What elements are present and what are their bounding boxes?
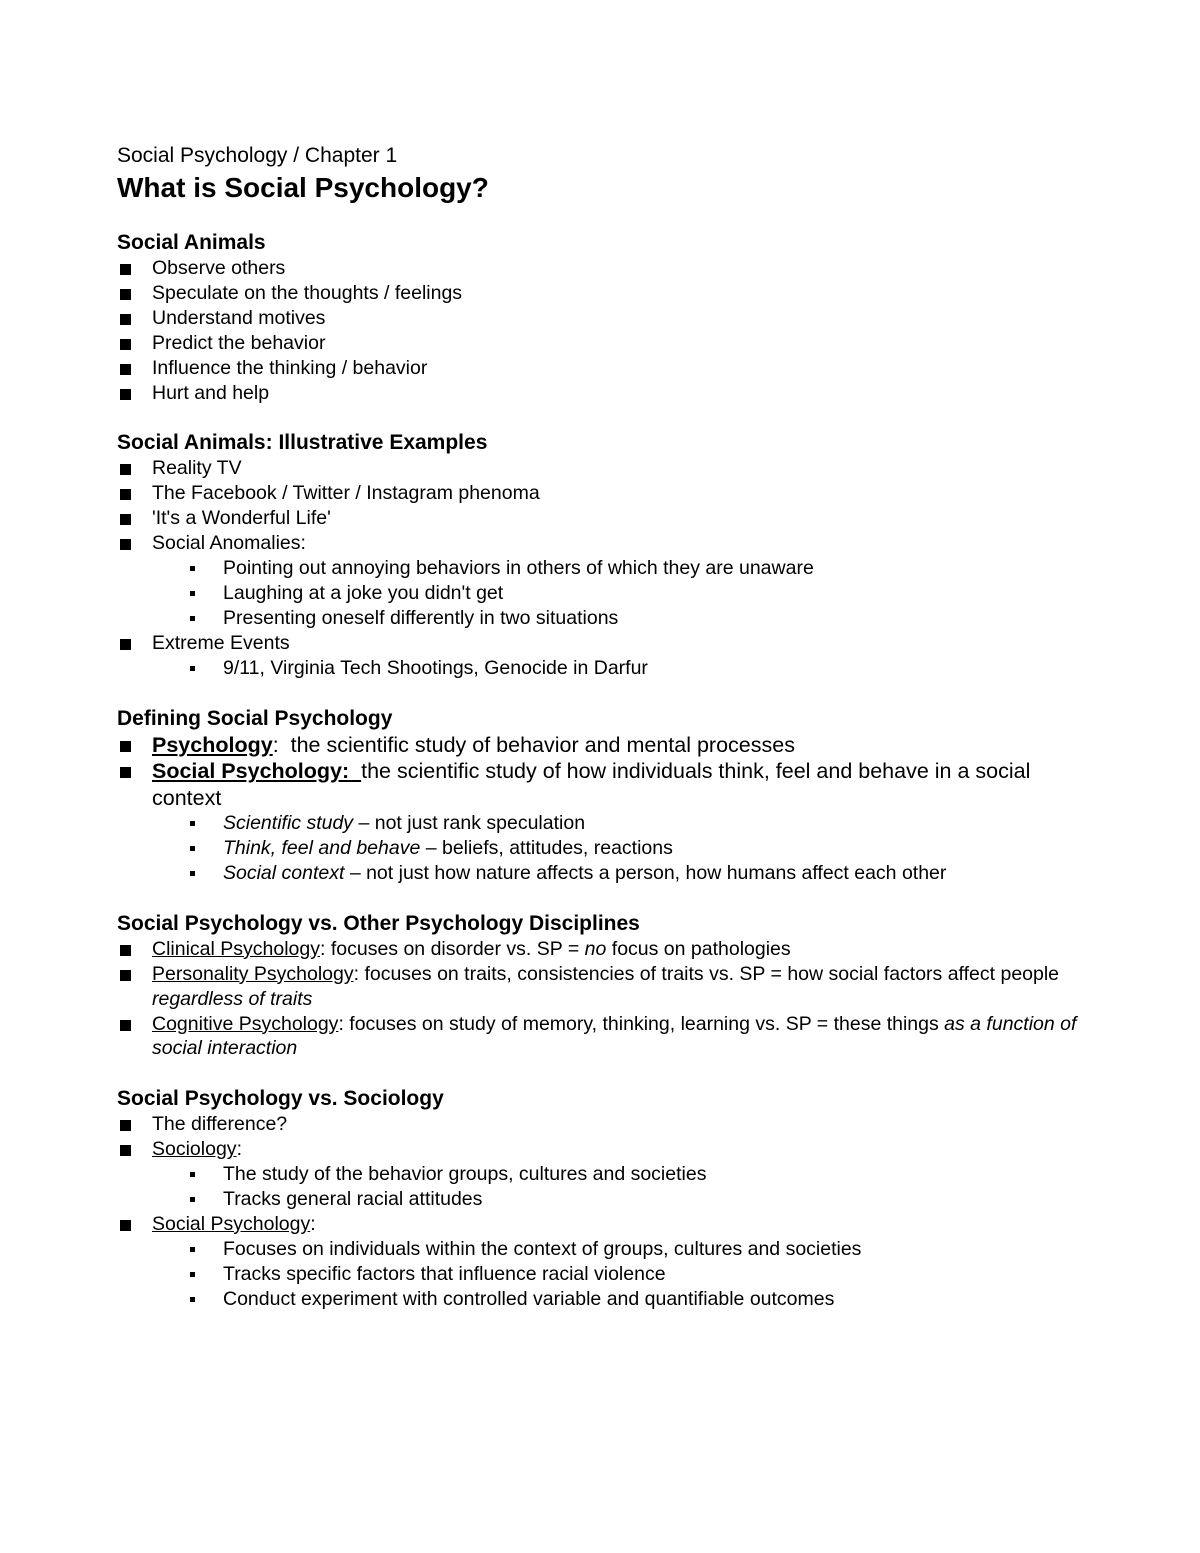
term-detail: : focuses on disorder vs. SP = <box>320 937 585 960</box>
sub-list-item <box>117 836 1077 861</box>
definition-text: the scientific study of how individuals think, feel and behave in a social context <box>152 759 1031 810</box>
sub-list-item <box>117 811 1077 836</box>
list-item-social-psychology <box>117 1212 1077 1237</box>
sub-list-item: The study of the behavior groups, cultures and societies <box>117 1162 1077 1187</box>
page-title: What is Social Psychology? <box>117 172 489 203</box>
sub-list-item: Conduct experiment with controlled variable and quantifiable outcomes <box>117 1287 1077 1312</box>
term-colon: : <box>310 1212 316 1235</box>
term: Cognitive Psychology <box>152 1012 339 1035</box>
emphasis: regardless of traits <box>152 987 313 1010</box>
bullet-list <box>117 937 1077 1062</box>
term: Scientific study <box>223 812 354 835</box>
term-detail: – not just how nature affects a person, how humans affect each other <box>344 861 947 884</box>
section-illustrative-examples <box>117 430 1077 680</box>
list-item: Extreme Events <box>117 631 1077 656</box>
sub-list-item <box>117 861 1077 886</box>
list-item: Observe others <box>117 256 1077 281</box>
bullet-list <box>117 1112 1077 1311</box>
emphasis: no <box>584 937 607 960</box>
chapter-label: Social Psychology / Chapter 1 <box>117 144 398 167</box>
emphasis: as a function of social interaction <box>152 1012 1077 1060</box>
list-item: Reality TV <box>117 456 1077 481</box>
bullet-list <box>117 256 1077 405</box>
section-heading: Social Psychology vs. Other Psychology Disciplines <box>117 911 640 935</box>
term-detail: focus on pathologies <box>606 937 791 960</box>
term: Clinical Psychology <box>152 937 320 960</box>
term: Sociology <box>152 1138 237 1161</box>
section-defining <box>117 706 1077 886</box>
list-item: Hurt and help <box>117 381 1077 406</box>
term: Personality Psychology <box>152 962 354 985</box>
term: Social context <box>223 861 345 884</box>
section-heading: Social Animals <box>117 231 266 254</box>
list-item: Understand motives <box>117 306 1077 331</box>
sub-list-item: Focuses on individuals within the context of groups, cultures and societies <box>117 1237 1077 1262</box>
list-item: Predict the behavior <box>117 331 1077 356</box>
term-detail: – beliefs, attitudes, reactions <box>420 837 673 859</box>
sub-list-item: Pointing out annoying behaviors in others of which they are unaware <box>117 556 1077 581</box>
sub-list-item: 9/11, Virginia Tech Shootings, Genocide in Darfur <box>117 656 1077 681</box>
definition-social-psychology <box>117 758 1077 811</box>
term-detail: – not just rank speculation <box>353 812 586 835</box>
list-item: The Facebook / Twitter / Instagram phenoma <box>117 481 1077 506</box>
term-colon: : <box>236 1138 242 1161</box>
section-heading: Defining Social Psychology <box>117 706 393 730</box>
sub-list-item: Presenting oneself differently in two situations <box>117 606 1077 631</box>
list-item: 'It's a Wonderful Life' <box>117 506 1077 531</box>
section-disciplines <box>117 911 1077 1062</box>
section-heading: Social Animals: Illustrative Examples <box>117 431 488 455</box>
list-item-clinical <box>117 937 1077 962</box>
list-item: Speculate on the thoughts / feelings <box>117 281 1077 306</box>
list-item: The difference? <box>117 1112 1077 1137</box>
list-item: Influence the thinking / behavior <box>117 356 1077 381</box>
term: Social Psychology: <box>152 759 362 784</box>
section-social-animals <box>117 230 1077 405</box>
sub-list-item: Tracks specific factors that influence racial violence <box>117 1262 1077 1287</box>
section-heading: Social Psychology vs. Sociology <box>117 1087 444 1111</box>
term: Think, feel and behave <box>223 837 421 859</box>
term-detail: : focuses on study of memory, thinking, learning vs. SP = these things <box>338 1012 945 1035</box>
sub-list-item: Tracks general racial attitudes <box>117 1187 1077 1212</box>
bullet-list <box>117 732 1077 886</box>
definition-psychology <box>117 732 1077 759</box>
term-detail: : focuses on traits, consistencies of traits vs. SP = how social factors affect people <box>353 962 1060 985</box>
term: Social Psychology <box>152 1212 311 1235</box>
section-sociology <box>117 1086 1077 1311</box>
list-item-cognitive <box>117 1012 1077 1062</box>
term-colon: : <box>272 732 279 757</box>
term: Psychology <box>152 732 273 757</box>
list-item: Social Anomalies: <box>117 531 1077 556</box>
sub-list-item: Laughing at a joke you didn't get <box>117 581 1077 606</box>
bullet-list <box>117 456 1077 680</box>
list-item-sociology <box>117 1137 1077 1162</box>
list-item-personality <box>117 962 1077 1012</box>
definition-text: the scientific study of behavior and mental processes <box>278 732 795 757</box>
